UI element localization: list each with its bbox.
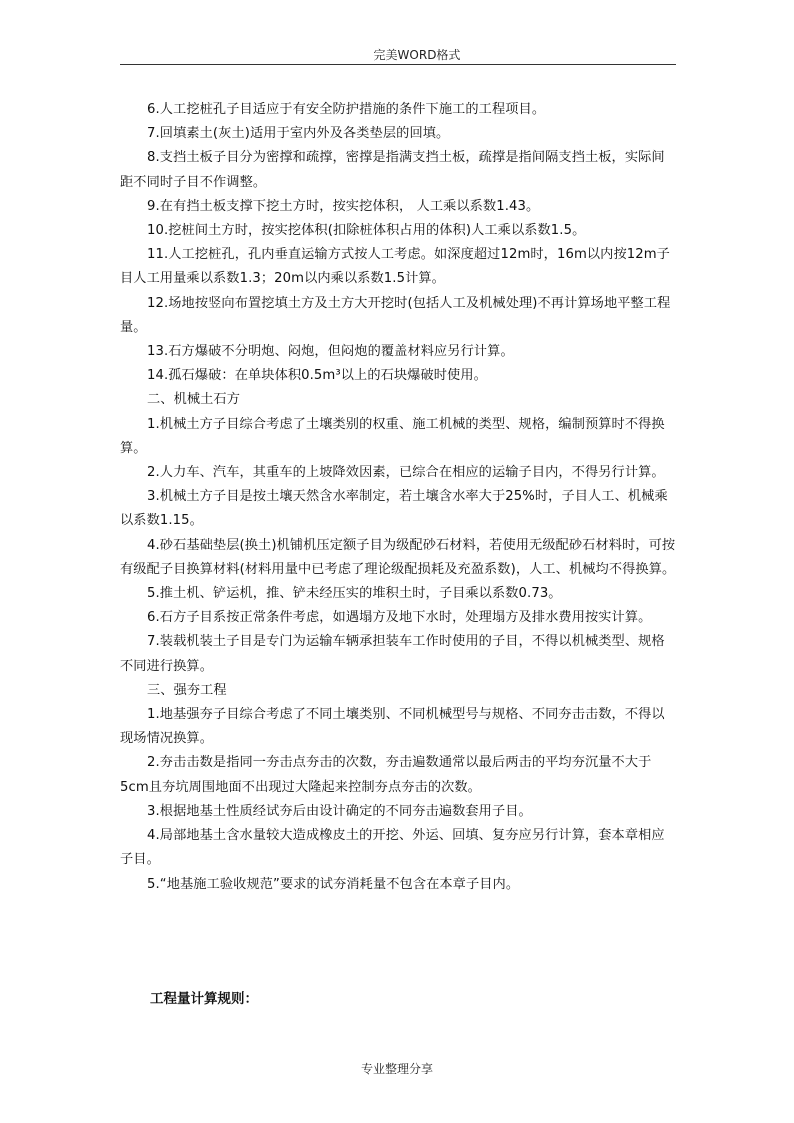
paragraph: 1.机械土方子目综合考虑了土壤类别的权重、施工机械的类型、规格，编制预算时不得换算。 bbox=[120, 416, 665, 456]
paragraph: 14.孤石爆破：在单块体积0.5m³以上的石块爆破时使用。 bbox=[147, 368, 487, 384]
paragraph: 4.局部地基土含水量较大造成橡皮土的开挖、外运、回填、复夯应另行计算，套本章相应子目。 bbox=[120, 828, 665, 868]
paragraph: 7.装载机装土子目是专门为运输车辆承担装车工作时使用的子目，不得以机械类型、规格不同进行换算。 bbox=[120, 634, 665, 674]
paragraph: 9.在有挡土板支撑下挖土方时，按实挖体积， 人工乘以系数1.43。 bbox=[147, 198, 540, 214]
paragraph: 11.人工挖桩孔，孔内垂直运输方式按人工考虑。如深度超过12m时，16m以内按12m子目人工用量乘以系数1.3；20m以内乘以系数1.5计算。 bbox=[120, 247, 670, 287]
document-body bbox=[120, 98, 676, 897]
section-heading-calculation-rules: 工程量计算规则： bbox=[150, 991, 258, 1007]
paragraph: 1.地基强夯子目综合考虑了不同土壤类别、不同机械型号与规格、不同夯击击数，不得以现场情况换算。 bbox=[120, 707, 665, 747]
paragraph: 5.“地基施工验收规范”要求的试夯消耗量不包含在本章子目内。 bbox=[147, 876, 520, 892]
paragraph: 2.人力车、汽车，其重车的上坡降效因素，已综合在相应的运输子目内，不得另行计算。 bbox=[147, 465, 665, 481]
paragraph: 10.挖桩间土方时，按实挖体积(扣除桩体积占用的体积)人工乘以系数1.5。 bbox=[147, 223, 586, 239]
page-footer: 专业整理分享 bbox=[360, 1062, 433, 1076]
paragraph: 3.机械土方子目是按土壤天然含水率制定，若土壤含水率大于25%时，子目人工、机械乘以系数1.15。 bbox=[120, 489, 668, 529]
page-header: 完美WORD格式 bbox=[373, 48, 461, 62]
paragraph: 12.场地按竖向布置挖填土方及土方大开挖时(包括人工及机械处理)不再计算场地平整工程量。 bbox=[120, 295, 671, 335]
header-divider bbox=[120, 64, 676, 65]
paragraph: 3.根据地基土性质经试夯后由设计确定的不同夯击遍数套用子目。 bbox=[147, 803, 532, 819]
paragraph: 2.夯击击数是指同一夯击点夯击的次数，夯击遍数通常以最后两击的平均夯沉量不大于5cm且夯坑周围地面不出现过大隆起来控制夯点夯击的次数。 bbox=[120, 755, 652, 795]
paragraph: 6.石方子目系按正常条件考虑，如遇塌方及地下水时，处理塌方及排水费用按实计算。 bbox=[147, 610, 652, 626]
paragraph: 4.砂石基础垫层(换土)机铺机压定额子目为级配砂石材料，若使用无级配砂石材料时，可按有级配子目换算材料(材料用量中已考虑了理论级配损耗及充盈系数)，人工、机械均不得换算。 bbox=[120, 537, 676, 577]
section-title-compaction: 三、强夯工程 bbox=[147, 682, 227, 698]
paragraph: 6.人工挖桩孔子目适应于有安全防护措施的条件下施工的工程项目。 bbox=[147, 102, 546, 117]
section-title-machinery: 二、机械土石方 bbox=[147, 392, 241, 408]
paragraph: 8.支挡土板子目分为密撑和疏撑，密撑是指满支挡土板，疏撑是指间隔支挡土板，实际间距不同时子目不作调整。 bbox=[120, 150, 665, 190]
paragraph: 5.推土机、铲运机，推、铲未经压实的堆积土时，子目乘以系数0.73。 bbox=[147, 586, 562, 602]
paragraph: 7.回填素土(灰土)适用于室内外及各类垫层的回填。 bbox=[147, 126, 450, 142]
paragraph: 13.石方爆破不分明炮、闷炮，但闷炮的覆盖材料应另行计算。 bbox=[147, 344, 514, 360]
